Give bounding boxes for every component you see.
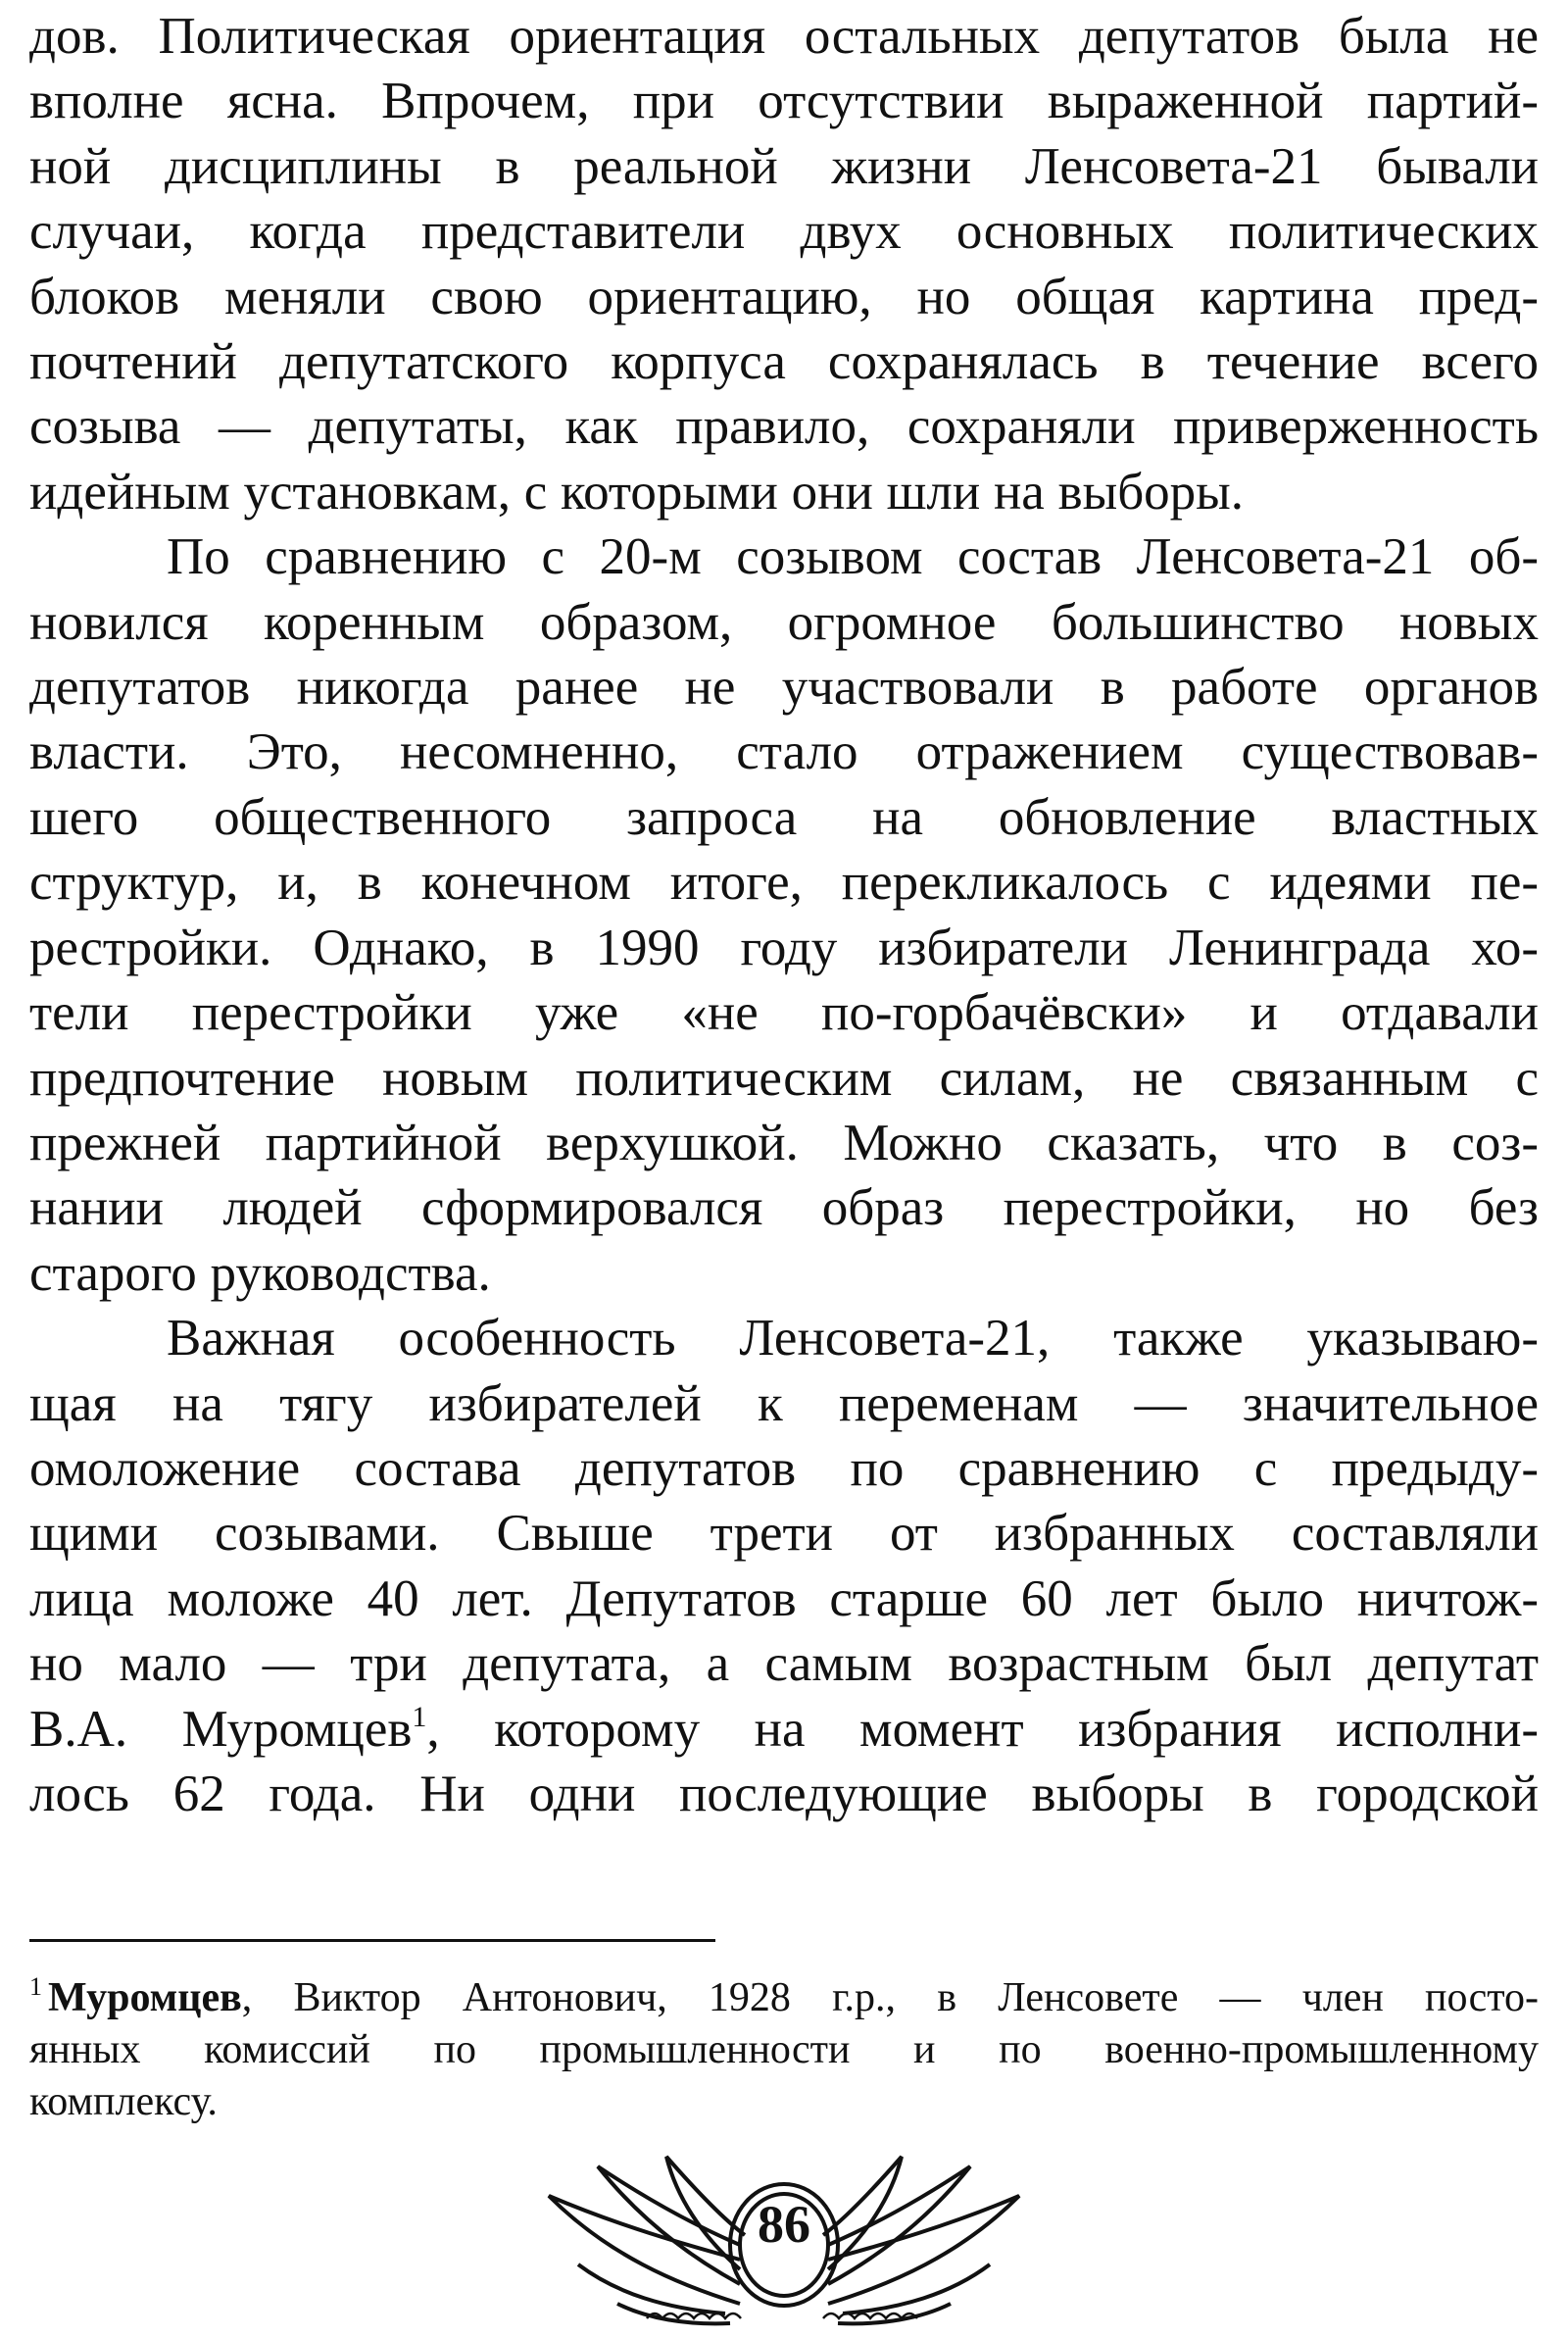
footnote-line1-rest: , Виктор Антонович, 1928 г.р., в Ленсовете — член посто- <box>241 1975 1539 2020</box>
text-line: шего общественного запроса на обновление властных <box>29 788 1539 846</box>
page-body <box>29 4 1539 1826</box>
text-line: щими созывами. Свыше трети от избранных составляли <box>29 1505 1539 1563</box>
text-line: старого руководства. <box>29 1244 491 1302</box>
paragraph-1 <box>29 4 1539 524</box>
text-line: дов. Политическая ориентация остальных депутатов была не <box>29 8 1539 65</box>
text-line: лица моложе 40 лет. Депутатов старше 60 лет было ничтож- <box>29 1569 1539 1627</box>
paragraph-3 <box>29 1306 1539 1826</box>
text-line: рестройки. Однако, в 1990 году избиратели Ленинграда хо- <box>29 919 1539 976</box>
text-line: тели перестройки уже «не по-горбачёвски» и отдавали <box>29 984 1539 1042</box>
text-line: щая на тягу избирателей к переменам — значительное <box>29 1374 1539 1432</box>
text-line: структур, и, в конечном итоге, перекликалось с идеями пе- <box>29 854 1539 912</box>
page-number-ornament <box>529 2137 1039 2333</box>
text-line: но мало — три депутата, а самым возрастным был депутат <box>29 1635 1539 1693</box>
text-line: По сравнению с 20-м созывом состав Ленсовета-21 об- <box>167 528 1539 586</box>
text-line: лось 62 года. Ни одни последующие выборы в городской <box>29 1765 1539 1822</box>
text-line: случаи, когда представители двух основных политических <box>29 203 1539 261</box>
text-line: предпочтение новым политическим силам, не связанным с <box>29 1049 1539 1107</box>
text-line: почтений депутатского корпуса сохранялась в течение всего <box>29 333 1539 391</box>
text-line: Важная особенность Ленсовета-21, также указываю- <box>167 1310 1539 1368</box>
text-line: власти. Это, несомненно, стало отражением существовав- <box>29 723 1539 781</box>
text-line: депутатов никогда ранее не участвовали в работе органов <box>29 659 1539 717</box>
ref-line-after: , которому на момент избрания исполни- <box>426 1700 1539 1758</box>
footnote-line: комплексу. <box>29 2079 218 2124</box>
text-line: созыва — депутаты, как правило, сохраняли приверженность <box>29 398 1539 456</box>
footnote-line <box>29 1961 1539 2024</box>
ref-line-before: В.А. Муромцев <box>29 1700 413 1758</box>
footnote <box>29 1961 1539 2128</box>
footnote-reference[interactable]: 1 <box>412 1700 427 1733</box>
paragraph-2 <box>29 524 1539 1306</box>
footnote-line: янных комиссий по промышленности и по военно-промышленному <box>29 2027 1539 2072</box>
footnote-mark: 1 <box>29 1972 42 2001</box>
text-line: омоложение состава депутатов по сравнению с предыду- <box>29 1439 1539 1497</box>
text-line: вполне ясна. Впрочем, при отсутствии выраженной партий- <box>29 73 1539 130</box>
text-line: идейным установкам, с которыми они шли на выборы. <box>29 463 1245 521</box>
footnote-name: Муромцев <box>48 1975 242 2020</box>
footnote-divider <box>29 1939 715 1942</box>
text-line: прежней партийной верхушкой. Можно сказать, что в соз- <box>29 1114 1539 1171</box>
page-number: 86 <box>758 2195 810 2254</box>
text-line-with-footnote-ref <box>29 1697 1539 1762</box>
text-line: новился коренным образом, огромное большинство новых <box>29 593 1539 651</box>
text-line: блоков меняли свою ориентацию, но общая картина пред- <box>29 268 1539 325</box>
text-line: ной дисциплины в реальной жизни Ленсовета-21 бывали <box>29 137 1539 195</box>
text-line: нании людей сформировался образ перестройки, но без <box>29 1179 1539 1237</box>
